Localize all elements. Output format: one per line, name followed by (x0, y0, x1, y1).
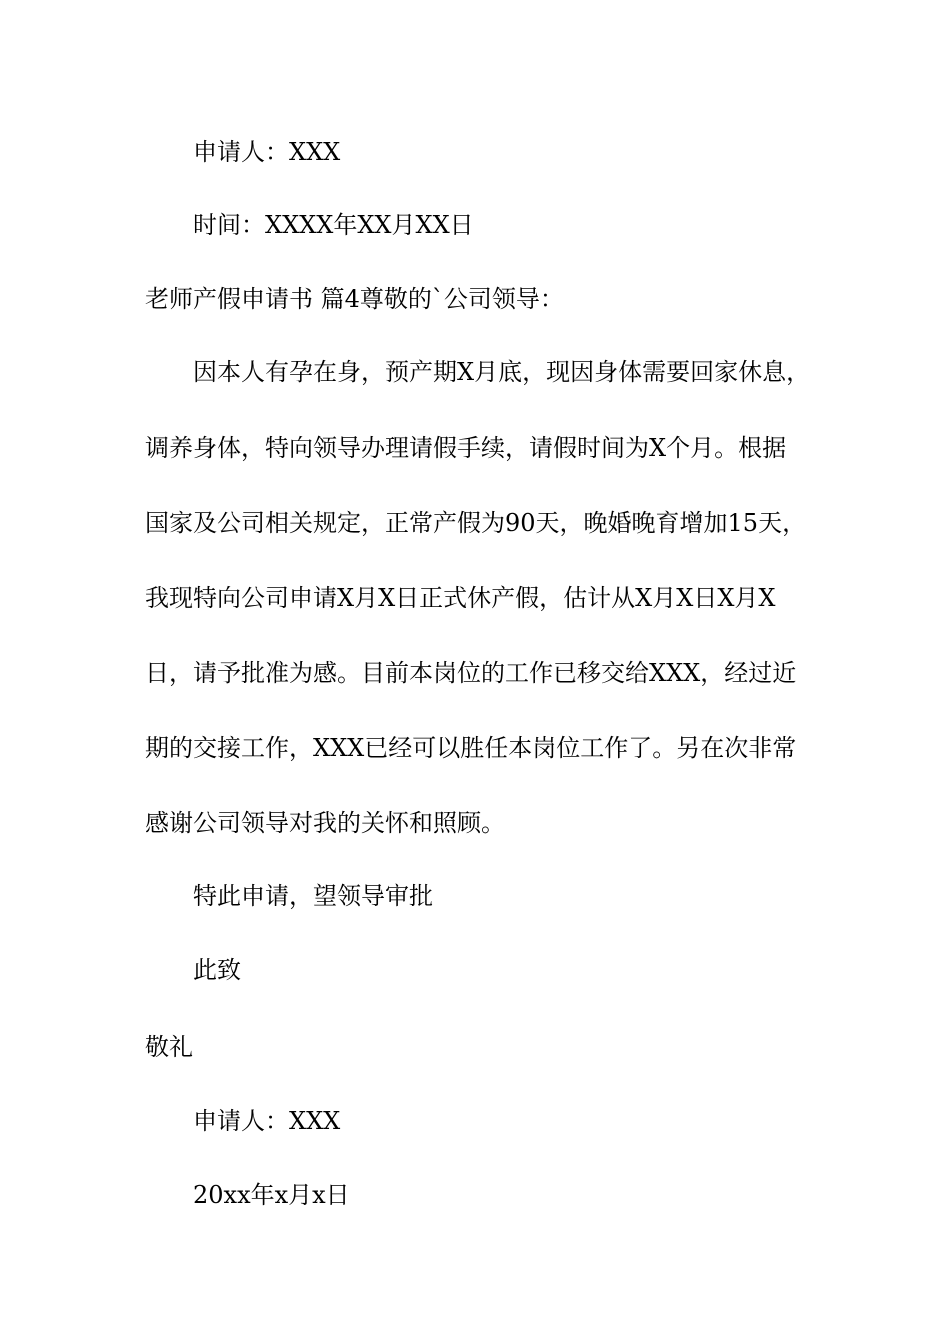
applicant-line: 申请人：XXX (193, 138, 341, 166)
body-line: 感谢公司领导对我的关怀和照顾。 (145, 809, 505, 837)
time-line: 时间：XXXX年XX月XX日 (193, 211, 474, 239)
body-line: 国家及公司相关规定，正常产假为90天，晚婚晚育增加15天， (145, 509, 807, 537)
body-line: 调养身体，特向领导办理请假手续，请假时间为X个月。根据 (145, 434, 787, 462)
body-line: 日，请予批准为感。目前本岗位的工作已移交给XXX，经过近 (145, 659, 797, 687)
salutation-line: 敬礼 (145, 1033, 193, 1061)
date-line: 20xx年x月x日 (193, 1181, 350, 1209)
body-line: 因本人有孕在身，预产期X月底，现因身体需要回家休息， (193, 358, 811, 386)
closing-line: 此致 (193, 956, 241, 984)
applicant-line: 申请人：XXX (193, 1107, 341, 1135)
request-line: 特此申请，望领导审批 (193, 882, 433, 910)
letter-heading: 老师产假申请书 篇4尊敬的`公司领导： (145, 285, 564, 313)
body-line: 我现特向公司申请X月X日正式休产假，估计从X月X日X月X (145, 584, 776, 612)
body-line: 期的交接工作，XXX已经可以胜任本岗位工作了。另在次非常 (145, 734, 797, 762)
